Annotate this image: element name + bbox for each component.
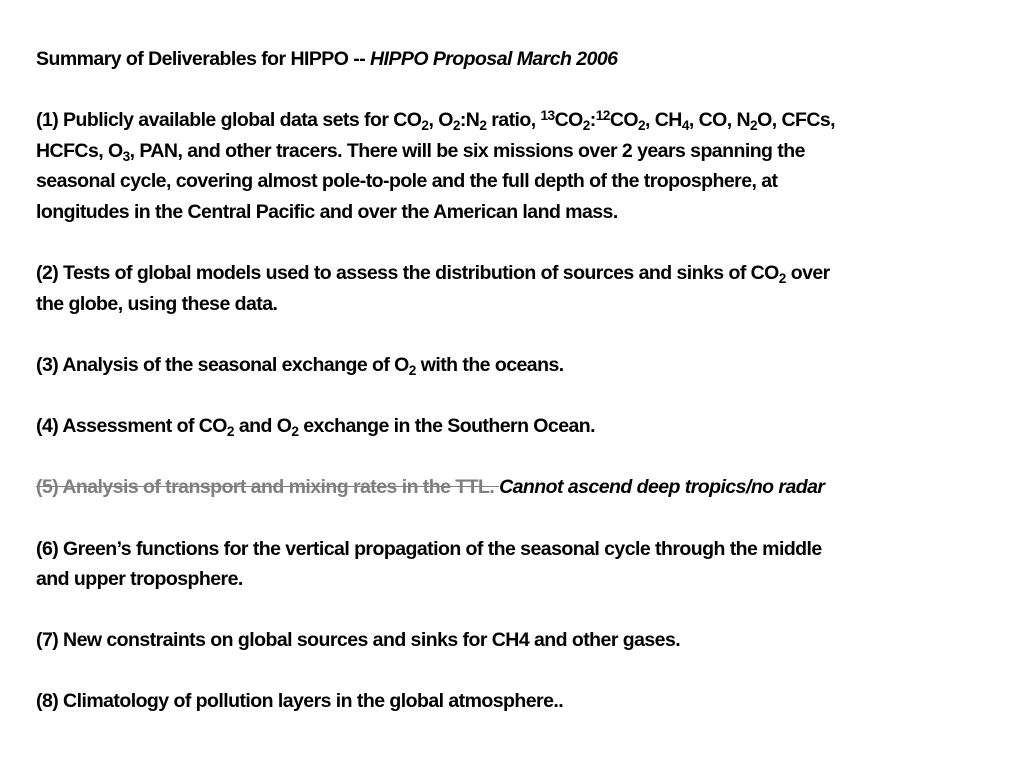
- deliverable-3: (3) Analysis of the seasonal exchange of $O_2$ with the oceans.: [36, 353, 564, 379]
- deliverable-8: (8) Climatology of pollution layers in the global atmosphere..: [36, 690, 564, 713]
- deliverable-5: [36, 472, 996, 503]
- deliverable-5-note: Cannot ascend deep tropics/no radar: [499, 476, 825, 499]
- title-text: Summary of Deliverables for HIPPO --: [36, 48, 371, 70]
- slide-body: [36, 44, 996, 717]
- struck-deliverable-text: (5) Analysis of transport and mixing rates in the TTL.: [36, 476, 500, 499]
- slide-title: [36, 44, 996, 75]
- deliverable-2: (2) Tests of global models used to assess the distribution of sources and sinks of $CO_2$ over the globe, using these data.: [36, 262, 830, 315]
- deliverable-1: (1) Publicly available global data sets for $CO_2$, $O_2:N_2$ ratio, $^{13}CO_2:^{12}CO_2$, $CH_4$, CO, $N_2O$, CFCs, HCFCs, $O_3$, PAN, and other tracers. There will be six missions over 2 years spanning the seasonal cycle, covering almost pole-to-pole and the full depth of the troposphere, at longitudes in the Central Pacific and over the American land mass.: [36, 108, 836, 223]
- title-source: HIPPO Proposal March 2006: [370, 48, 618, 70]
- deliverable-4: (4) Assessment of $CO_2$ and $O_2$ exchange in the Southern Ocean.: [36, 415, 596, 440]
- deliverable-6: (6) Green’s functions for the vertical propagation of the seasonal cycle through the middle and upper troposphere.: [36, 537, 822, 591]
- deliverable-7: (7) New constraints on global sources and sinks for CH4 and other gases.: [36, 629, 681, 652]
